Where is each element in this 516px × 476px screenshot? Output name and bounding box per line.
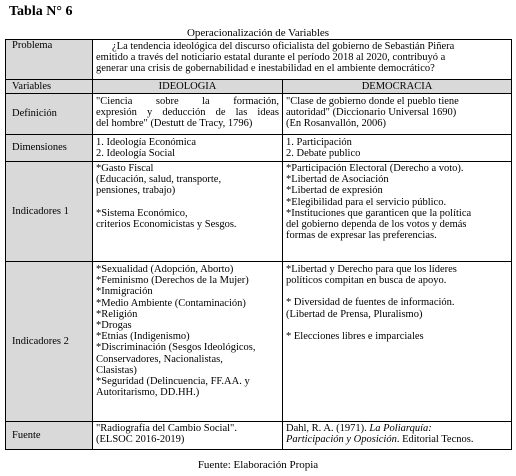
column-header-ideologia: IDEOLOGIA [93, 80, 283, 94]
problema-line: emitido a través del noticiario estatal durante el período 2018 al 2020, contribuyó a [96, 52, 446, 64]
row-dimensiones [6, 135, 512, 162]
problema-text [93, 40, 512, 80]
definicion-ideologia [93, 94, 283, 135]
definicion-democracia-line: "Clase de gobierno donde el pueblo tiene [286, 96, 459, 107]
indicator-item: *Discriminación (Sesgos Ideológicos, [96, 342, 256, 354]
operationalization-table [5, 39, 512, 450]
citation-title-part-2: Participación y Oposición [286, 434, 397, 446]
indicator-item: *Libertad de expresión [286, 185, 383, 197]
indicator-item: *Feminismo (Derechos de la Mujer) [96, 275, 249, 287]
citation-line-1 [286, 423, 508, 434]
definicion-ideologia-line: "Ciencia sobre la formación, [96, 96, 279, 107]
indicator-item: (Educación, salud, transporte, [96, 174, 222, 186]
indicator-item: *Sistema Económico, [96, 207, 188, 219]
dimension-item: 1. Participación [286, 137, 352, 148]
indicator-item: pensiones, trabajo) [96, 185, 176, 197]
indicator-item: criterios Economicistas y Sesgos. [96, 218, 237, 230]
dimensiones-ideologia [93, 135, 283, 162]
definicion-democracia-line: autoridad" (Diccionario Universal 1690) [286, 107, 457, 119]
indicadores2-democracia [283, 262, 512, 422]
label-dimensiones: Dimensiones [6, 135, 93, 162]
fuente-line: (ELSOC 2016-2019) [96, 434, 185, 446]
indicadores1-democracia [283, 162, 512, 262]
spacer [96, 197, 279, 208]
label-variables: Variables [6, 80, 93, 94]
label-problema: Problema [6, 40, 93, 80]
indicator-item: *Medio Ambiente (Contaminación) [96, 297, 246, 309]
label-definicion: Definición [6, 94, 93, 135]
table-caption: Operacionalización de Variables [186, 27, 330, 39]
spacer [286, 286, 508, 297]
row-definicion [6, 94, 512, 135]
indicator-item: *Religión [96, 308, 138, 320]
problema-line: generar una crisis de gobernabilidad e inestabilidad en el ambiente democrático? [96, 63, 435, 75]
problema-line: ¿La tendencia ideológica del discurso oficialista del gobierno de Sebastián Piñera [112, 41, 455, 52]
indicator-item: *Etnias (Indigenismo) [96, 331, 190, 343]
fuente-line: "Radiografía del Cambio Social". [96, 423, 237, 434]
indicator-item: formas de expresar las preferencias. [286, 230, 437, 242]
indicator-item: *Drogas [96, 320, 132, 332]
dimensiones-democracia [283, 135, 512, 162]
citation-title-part-1: La Poliarquía: [369, 423, 432, 434]
source-note: Fuente: Elaboración Propia [197, 459, 319, 471]
dimension-item: 2. Debate publico [286, 148, 361, 160]
row-fuente [6, 422, 512, 450]
fuente-ideologia [93, 422, 283, 450]
row-problema [6, 40, 512, 80]
indicator-item: (Libertad de Prensa, Pluralismo) [286, 308, 423, 320]
fuente-democracia [283, 422, 512, 450]
indicator-item: del gobierno dependa de los votos y demás [286, 219, 467, 231]
indicator-item: * Diversidad de fuentes de información. [286, 297, 455, 309]
dimension-item: 2. Ideología Social [96, 148, 176, 160]
dimension-item: 1. Ideología Económica [96, 137, 197, 148]
label-indicadores-1: Indicadores 1 [6, 162, 93, 262]
label-fuente: Fuente [6, 422, 93, 450]
definicion-democracia-line: (En Rosanvallón, 2006) [286, 118, 387, 130]
column-header-democracia: DEMOCRACIA [283, 80, 512, 94]
indicator-item: Autoritarismo, DD.HH.) [96, 387, 200, 399]
label-indicadores-2: Indicadores 2 [6, 262, 93, 422]
indicator-item: * Elecciones libres e imparciales [286, 330, 424, 342]
row-indicadores-2 [6, 262, 512, 422]
indicator-item: *Instituciones que garanticen que la política [286, 207, 472, 219]
indicator-item: *Inmigración [96, 286, 153, 298]
indicator-item: Clasistas) [96, 364, 137, 376]
row-indicadores-1 [6, 162, 512, 262]
indicator-item: *Gasto Fiscal [96, 163, 154, 174]
definicion-ideologia-line: expresión y deducción de las ideas [96, 107, 279, 119]
indicator-item: Conservadores, Nacionalistas, [96, 353, 223, 365]
citation-author: Dahl, R. A. (1971). [286, 423, 370, 434]
indicator-item: *Sexualidad (Adopción, Aborto) [96, 264, 234, 275]
row-variables [6, 80, 512, 94]
definicion-democracia [283, 94, 512, 135]
citation-publisher: . Editorial Tecnos. [396, 434, 474, 446]
indicator-item: *Participación Electoral (Derecho a voto). [286, 163, 464, 174]
indicadores1-ideologia [93, 162, 283, 262]
indicadores2-ideologia [93, 262, 283, 422]
citation-line-2 [286, 434, 508, 445]
definicion-ideologia-line: del hombre" (Destutt de Tracy, 1796) [96, 118, 253, 130]
indicator-item: *Libertad y Derecho para que los líderes [286, 264, 457, 275]
indicator-item: *Libertad de Asociación [286, 174, 389, 186]
indicator-item: *Seguridad (Delincuencia, FF.AA. y [96, 376, 250, 388]
spacer [286, 320, 508, 331]
table-number: Tabla N° 6 [9, 4, 73, 19]
indicator-item: políticos compitan en busca de apoyo. [286, 275, 447, 287]
indicator-item: *Elegibilidad para el servicio público. [286, 196, 447, 208]
